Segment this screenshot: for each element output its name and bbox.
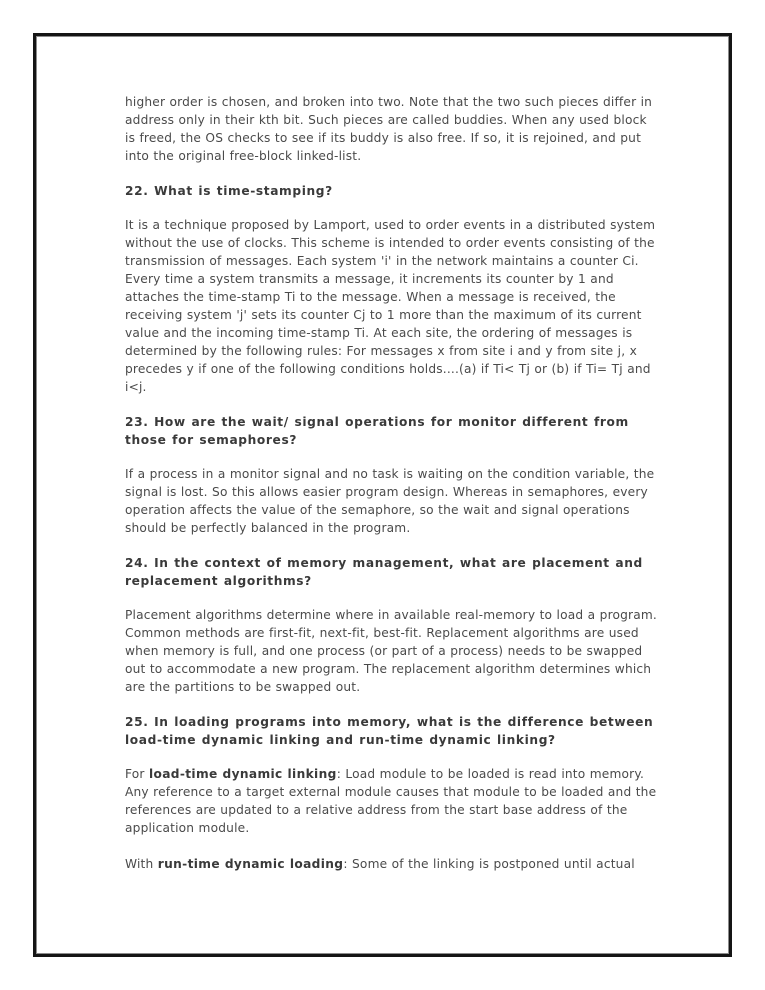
question-22-heading: 22. What is time-stamping? xyxy=(125,184,333,198)
question-25-heading: 25. In loading programs into memory, what is the difference between load-time dynamic linking and run-time dynamic linking? xyxy=(125,715,654,747)
load-time-lead-text: For xyxy=(125,767,149,781)
question-24-answer-paragraph: Placement algorithms determine where in available real-memory to load a program. Common methods are first-fit, next-fit, best-fit. Replacement algorithms are used when memory is full, and one process (or part of a process) needs to be swapped out to accommodate a new program. The replacement algorithm determines which are the partitions to be swapped out. xyxy=(125,608,657,694)
question-22-answer-paragraph: It is a technique proposed by Lamport, used to order events in a distributed system without the use of clocks. This scheme is intended to order events consisting of the transmission of messages. Each system 'i' in the network maintains a counter Ci. Every time a system transmits a message, it increments its counter by 1 and attaches the time-stamp Ti to the message. When a message is received, the receiving system 'j' sets its counter Cj to 1 more than the maximum of its current value and the incoming time-stamp Ti. At each site, the ordering of messages is determined by the following rules: For messages x from site i and y from site j, x precedes y if one of the following conditions holds....(a) if Ti< Tj or (b) if Ti= Tj and i<j. xyxy=(125,218,656,394)
buddy-system-continuation-paragraph: higher order is chosen, and broken into two. Note that the two such pieces differ in address only in their kth bit. Such pieces are called buddies. When any used block is freed, the OS checks to see if its buddy is also free. If so, it is rejoined, and put into the original free-block linked-list. xyxy=(125,95,653,163)
question-23-heading: 23. How are the wait/ signal operations for monitor different from those for semaphores? xyxy=(125,415,629,447)
question-23-answer-paragraph: If a process in a monitor signal and no task is waiting on the condition variable, the signal is lost. So this allows easier program design. Whereas in semaphores, every operation affects the value of the semaphore, so the wait and signal operations should be perfectly balanced in the program. xyxy=(125,467,655,535)
question-25-answer-load-time-paragraph xyxy=(125,765,659,837)
run-time-rest-text: : Some of the linking is postponed until actual xyxy=(343,857,635,871)
question-24-heading: 24. In the context of memory management, what are placement and replacement algorithms? xyxy=(125,556,643,588)
load-time-dynamic-linking-term: load-time dynamic linking xyxy=(148,767,337,781)
run-time-lead-text: With xyxy=(125,857,158,871)
load-time-rest-text: : Load module to be loaded is read into memory. Any reference to a target external module causes that module to be loaded and the references are updated to a relative address from the start base address of the application module. xyxy=(125,767,657,835)
question-25-answer-run-time-paragraph xyxy=(125,855,659,873)
document-page-sheet xyxy=(33,33,732,957)
document-text-column xyxy=(125,93,659,873)
run-time-dynamic-loading-term: run-time dynamic loading xyxy=(157,857,344,871)
